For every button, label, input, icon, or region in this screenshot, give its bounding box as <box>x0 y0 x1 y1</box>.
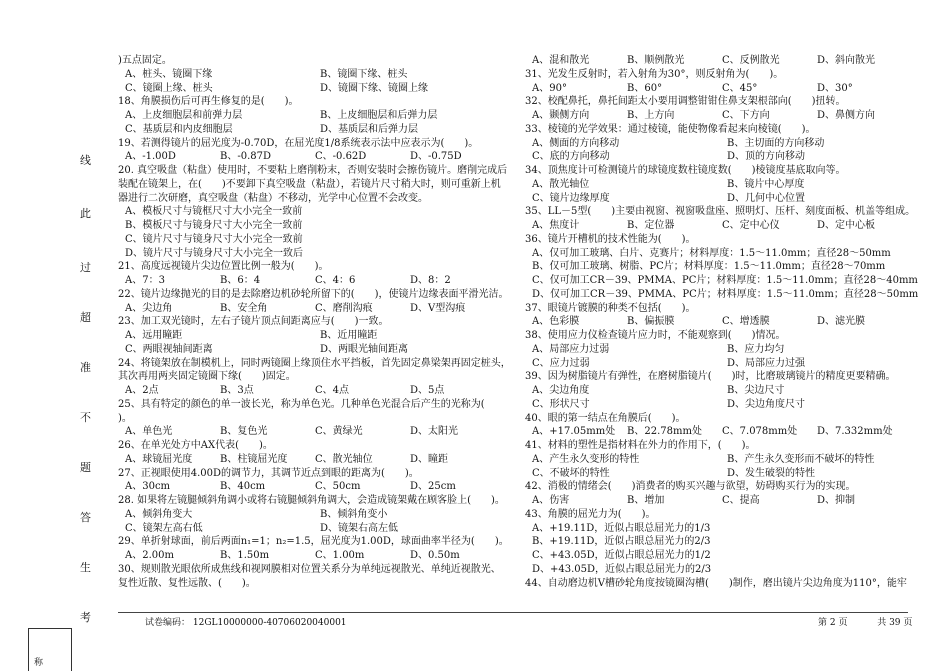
question-text: 27、正视眼使用4.00D的调节力，其调节近点到眼的距离为( )。 <box>118 467 419 479</box>
question-text: 29、单折射球面，前后两面n₁=1；n₂=1.5，屈光度为1.00D，球面曲率半径为( )。 <box>118 536 509 548</box>
answer-options <box>525 54 920 68</box>
answer-option: D、7.332mm处 <box>817 426 893 438</box>
question-text: 26、在单光处方中AX代表( )。 <box>118 440 273 451</box>
answer-option: A、仅可加工玻璃、白片、克赛片；材料厚度：1.5～11.0mm；直径28～50mm <box>532 247 891 259</box>
answer-option: C、形状尺寸 <box>532 398 590 410</box>
answer-options <box>525 82 920 96</box>
answer-options <box>118 68 513 82</box>
answer-options <box>525 274 920 288</box>
binding-char: 考 <box>80 611 91 624</box>
answer-option: A、尖边角 <box>125 302 173 314</box>
answer-option: B、1.50m <box>220 550 270 561</box>
answer-option: D、30° <box>817 82 853 94</box>
answer-options <box>525 398 920 412</box>
answer-option: C、4点 <box>315 385 350 396</box>
answer-option: D、基质层和后弹力层 <box>320 123 419 135</box>
question-text: 18、角膜损伤后可再生修复的是( )。 <box>118 96 299 108</box>
answer-option: A、颞侧方向 <box>532 110 590 121</box>
binding-char: 线 <box>80 154 91 167</box>
answer-option: B、主切面的方向移动 <box>727 137 825 149</box>
answer-options <box>118 480 513 494</box>
question-text: 36、镜片开槽机的技术性能为( )。 <box>525 233 696 245</box>
answer-options <box>118 205 513 219</box>
answer-option: C、镜圈上缘、桩头 <box>125 82 213 94</box>
answer-option: B、-0.87D <box>220 151 272 163</box>
answer-option: B、尖边尺寸 <box>727 385 785 396</box>
answer-option: C、+43.05D，近似占眼总屈光力的1/2 <box>532 550 711 561</box>
answer-options <box>525 178 920 192</box>
answer-options <box>525 467 920 481</box>
answer-option: B、复色光 <box>220 426 268 438</box>
question-text: 41、材料的塑性是指材料在外力的作用下，( )。 <box>525 440 756 451</box>
question-text: 39、因为树脂镜片有弹性，在磨树脂镜片( )时，比磨玻璃镜片的精度更要精确。 <box>525 371 896 383</box>
answer-option: D、-0.75D <box>410 151 462 163</box>
binding-char: 答 <box>80 511 91 524</box>
answer-options <box>525 535 920 549</box>
answer-options <box>525 315 920 329</box>
question-text: 30、规则散光眼依所成焦线和视网膜相对位置关系分为单纯远视散光、单纯近视散光、 <box>118 563 501 575</box>
binding-margin <box>70 100 106 624</box>
answer-option: D、镜圈下缘、镜圈上缘 <box>320 82 429 94</box>
answer-option: A、-1.00D <box>125 151 176 163</box>
answer-option: A、90° <box>532 82 567 94</box>
question-text: 31、光发生反射时，若入射角为30°，则反射角为( )。 <box>525 68 784 80</box>
answer-option: B、倾斜角变小 <box>320 508 388 520</box>
answer-option: A、桩头、镜圈下缘 <box>125 68 213 80</box>
question-text: 24、将镜架放在制模机上，同时两镜圈上缘顶住水平挡板，首先固定鼻梁架再固定桩头， <box>118 357 511 369</box>
question-text: 装配在镜架上，在( )不要卸下真空吸盘（粘盘），若镜片尺寸稍大时，则可重新上机 <box>118 178 501 190</box>
answer-options <box>118 549 513 563</box>
footer-divider <box>118 612 908 613</box>
answer-options <box>525 357 920 371</box>
answer-option: B、偏振膜 <box>627 316 675 328</box>
answer-option: D、8：2 <box>410 275 451 286</box>
answer-options <box>118 508 513 522</box>
answer-option: C、增透膜 <box>722 316 770 328</box>
answer-option: D、5点 <box>410 385 445 396</box>
answer-option: D、斜向散光 <box>817 55 876 66</box>
answer-option: D、太阳光 <box>410 426 459 438</box>
answer-option: D、抑制 <box>817 495 856 506</box>
answer-option: A、伤害 <box>532 495 570 506</box>
answer-option: A、散光轴位 <box>532 178 590 190</box>
answer-options <box>525 522 920 536</box>
question-text: 器进行二次研磨，真空吸盘（粘盘）不移动，光学中心位置不会改变。 <box>118 192 428 204</box>
question-text: )五点固定。 <box>118 55 172 66</box>
answer-options <box>525 453 920 467</box>
answer-option: C、下方向 <box>722 110 770 121</box>
answer-option: A、2点 <box>125 385 159 396</box>
answer-option: C、定中心仪 <box>722 220 780 231</box>
answer-option: B、6：4 <box>220 275 261 286</box>
answer-option: B、增加 <box>627 495 665 506</box>
answer-option: C、底的方向移动 <box>532 151 610 163</box>
page-total: 共 39 页 <box>877 618 913 628</box>
answer-option: C、提高 <box>722 495 760 506</box>
answer-option: D、V型沟痕 <box>410 302 466 314</box>
question-text: 25、具有特定的颜色的单一波长光，称为单色光。几种单色光混合后产生的光称为( <box>118 398 485 410</box>
answer-option: D、25cm <box>410 481 456 493</box>
answer-option: C、仅可加工CR－39、PMMA、PC片；材料厚度：1.5～11.0mm；直径28～40mm <box>532 275 918 286</box>
answer-options <box>525 343 920 357</box>
answer-option: C、7.078mm处 <box>722 426 798 438</box>
answer-option: C、1.00m <box>315 550 365 561</box>
left-column <box>118 54 513 590</box>
answer-option: A、+17.05mm处 <box>532 426 616 438</box>
answer-option: A、色彩膜 <box>532 316 580 328</box>
answer-option: A、单色光 <box>125 426 173 438</box>
answer-option: D、+43.05D，近似占眼总屈光力的2/3 <box>532 563 712 575</box>
answer-option: A、倾斜角变大 <box>125 508 193 520</box>
answer-option: B、顺例散光 <box>627 55 685 66</box>
answer-option: C、反例散光 <box>722 55 780 66</box>
answer-option: D、瞳距 <box>410 453 449 465</box>
answer-option: B、模板尺寸与镜身尺寸大小完全一致前 <box>125 220 303 231</box>
answer-option: A、模板尺寸与镜框尺寸大小完全一致前 <box>125 206 303 218</box>
answer-option: B、镜圈下缘、桩头 <box>320 68 408 80</box>
answer-option: B、上方向 <box>627 110 675 121</box>
answer-option: C、50cm <box>315 481 361 493</box>
answer-option: C、两眼视轴间距离 <box>125 343 213 355</box>
question-text: 19、若测得镜片的屈光度为-0.70D，在屈光度1/8系统表示法中应表示为( )。 <box>118 137 479 149</box>
answer-option: C、镜架左高右低 <box>125 522 203 534</box>
answer-option: B、产生永久变形而不破坏的特性 <box>727 453 875 465</box>
answer-options <box>525 494 920 508</box>
answer-options <box>525 288 920 302</box>
page-current: 第 2 页 <box>818 618 848 628</box>
question-text: 37、眼镜片镀膜的种类不包括( )。 <box>525 302 696 314</box>
exam-code <box>145 615 347 628</box>
binding-char: 题 <box>80 461 91 474</box>
answer-option: A、焦度计 <box>532 220 580 231</box>
answer-options <box>118 247 513 261</box>
question-text: 其次再用两夹固定镜圈下缘( )固定。 <box>118 371 296 383</box>
page-number <box>818 615 912 628</box>
answer-option: B、22.78mm处 <box>627 426 702 438</box>
answer-options <box>118 82 513 96</box>
answer-options <box>525 247 920 261</box>
answer-option: A、产生永久变形的特性 <box>532 453 640 465</box>
question-text: 32、校配鼻托，鼻托间距太小要用调整钳钳住鼻支架根部向( )扭转。 <box>525 96 846 108</box>
answer-options <box>525 563 920 577</box>
answer-options <box>118 522 513 536</box>
answer-options <box>118 123 513 137</box>
right-column <box>525 54 920 590</box>
answer-option: D、滤光膜 <box>817 316 866 328</box>
answer-option: B、镜片中心厚度 <box>727 178 805 190</box>
answer-option: B、40cm <box>220 481 266 493</box>
answer-option: C、磨削沟痕 <box>315 302 373 314</box>
answer-option: A、7：3 <box>125 275 165 286</box>
answer-option: B、3点 <box>220 385 254 396</box>
question-text: 22、镜片边缘抛光的目的是去除磨边机砂轮所留下的( )，使镜片边缘表面平滑光洁。 <box>118 288 509 300</box>
answer-option: A、2.00m <box>125 550 174 561</box>
answer-option: D、发生破裂的特性 <box>727 467 816 479</box>
answer-option: D、尖边角度尺寸 <box>727 398 806 410</box>
question-text: 33、棱镜的光学效果：通过棱镜，能使物像看起来向棱镜( )。 <box>525 123 816 135</box>
question-text: )。 <box>118 412 132 424</box>
exam-code-label: 试卷编码： <box>145 618 191 628</box>
question-text: 38、使用应力仪检查镜片应力时，不能观察到( )情况。 <box>525 330 786 341</box>
question-text: 42、消极的情绪会( )消费者的购买兴趣与欲望，妨碍购买行为的实现。 <box>525 481 856 493</box>
answer-options <box>525 384 920 398</box>
answer-option: A、局部应力过弱 <box>532 343 610 355</box>
answer-options <box>525 109 920 123</box>
answer-option: B、柱镜屈光度 <box>220 453 288 465</box>
answer-options <box>525 137 920 151</box>
answer-option: D、几何中心位置 <box>727 192 806 204</box>
answer-option: D、定中心板 <box>817 220 876 231</box>
answer-options <box>118 150 513 164</box>
answer-option: C、4：6 <box>315 275 356 286</box>
answer-option: A、混和散光 <box>532 55 590 66</box>
answer-options <box>525 150 920 164</box>
question-text: 44、自动磨边机V槽砂轮角度按镜圈沟槽( )制作，磨出镜片尖边角度为110°，能牢 <box>525 577 907 589</box>
answer-options <box>118 425 513 439</box>
question-text: 43、角膜的屈光力为( )。 <box>525 508 656 520</box>
answer-option: B、定位器 <box>627 220 675 231</box>
answer-option: B、上皮细胞层和后弹力层 <box>320 110 438 121</box>
answer-option: C、镜片尺寸与镜身尺寸大小完全一致前 <box>125 233 303 245</box>
name-field-box <box>28 628 72 671</box>
answer-option: D、两眼光轴间距离 <box>320 343 409 355</box>
answer-option: D、0.50m <box>410 550 460 561</box>
answer-option: C、镜片边缘厚度 <box>532 192 610 204</box>
answer-option: D、镜片尺寸与镜身尺寸大小完全一致后 <box>125 247 304 259</box>
answer-options <box>118 109 513 123</box>
answer-option: A、30cm <box>125 481 171 493</box>
answer-option: B、应力均匀 <box>727 343 785 355</box>
binding-char: 生 <box>80 561 91 574</box>
answer-option: B、60° <box>627 82 663 94</box>
question-text: 35、LL－5型( )主要由视窗、视窗吸盘座、照明灯、压杆、刻度面板、机盖等组成。 <box>525 206 916 218</box>
answer-options <box>525 260 920 274</box>
answer-option: C、不破坏的特性 <box>532 467 610 479</box>
question-text: 34、顶焦度计可检测镜片的球镜度数柱镜度数( )棱镜度基底取向等。 <box>525 165 846 176</box>
answer-options <box>118 302 513 316</box>
answer-option: D、仅可加工CR－39、PMMA、PC片；材料厚度：1.5～11.0mm；直径28～50mm <box>532 288 919 300</box>
exam-code-value: 12GL10000000-40706020040001 <box>192 618 347 628</box>
answer-option: B、近用瞳距 <box>320 330 378 341</box>
binding-char: 过 <box>80 261 91 274</box>
answer-options <box>525 219 920 233</box>
question-text: 21、高度远视镜片尖边位置比例一般为( )。 <box>118 261 329 273</box>
name-field-label: 称 <box>34 658 44 668</box>
binding-char: 不 <box>80 411 91 424</box>
binding-char: 超 <box>80 311 91 324</box>
answer-option: B、安全角 <box>220 302 268 314</box>
answer-option: D、鼻侧方向 <box>817 110 876 121</box>
question-text: 40、眼的第一结点在角膜后( )。 <box>525 412 686 424</box>
answer-option: A、+19.11D，近似占眼总屈光力的1/3 <box>532 522 711 534</box>
answer-option: C、-0.62D <box>315 151 367 163</box>
answer-options <box>118 233 513 247</box>
answer-option: A、尖边角度 <box>532 385 590 396</box>
answer-options <box>525 549 920 563</box>
question-text: 28. 如果将左镜腿倾斜角调小或将右镜腿倾斜角调大，会造成镜架戴在顾客脸上( )。 <box>118 495 505 506</box>
answer-options <box>118 274 513 288</box>
answer-options <box>525 192 920 206</box>
answer-options <box>118 384 513 398</box>
answer-options <box>118 453 513 467</box>
answer-option: A、上皮细胞层和前弹力层 <box>125 110 243 121</box>
answer-options <box>118 343 513 357</box>
answer-option: B、+19.11D，近似占眼总屈光力的2/3 <box>532 536 711 548</box>
answer-option: A、侧面的方向移动 <box>532 137 620 149</box>
question-text: 复性近散、复性远散、( )。 <box>118 577 256 589</box>
binding-char: 此 <box>80 207 91 220</box>
answer-option: C、45° <box>722 82 758 94</box>
answer-option: C、基质层和内皮细胞层 <box>125 123 233 135</box>
answer-option: D、顶的方向移动 <box>727 151 806 163</box>
answer-option: D、局部应力过强 <box>727 357 806 369</box>
answer-option: C、应力过弱 <box>532 357 590 369</box>
answer-option: B、仅可加工玻璃、树脂、PC片；材料厚度：1.5～11.0mm；直径28～70mm <box>532 261 886 273</box>
answer-option: C、散光轴位 <box>315 453 373 465</box>
answer-options <box>118 329 513 343</box>
answer-option: C、黄绿光 <box>315 426 363 438</box>
binding-char: 准 <box>80 361 91 374</box>
answer-option: D、镜架右高左低 <box>320 522 399 534</box>
question-text: 20. 真空吸盘（粘盘）使用时，不要粘上磨削粉末，否则安装时会擦伤镜片。磨削完成后 <box>118 165 508 176</box>
answer-option: A、远用瞳距 <box>125 330 183 341</box>
answer-options <box>525 425 920 439</box>
question-text: 23、加工双光镜时，左右子镜片顶点间距离应与( )一致。 <box>118 316 389 328</box>
answer-option: A、球镜屈光度 <box>125 453 193 465</box>
answer-options <box>118 219 513 233</box>
